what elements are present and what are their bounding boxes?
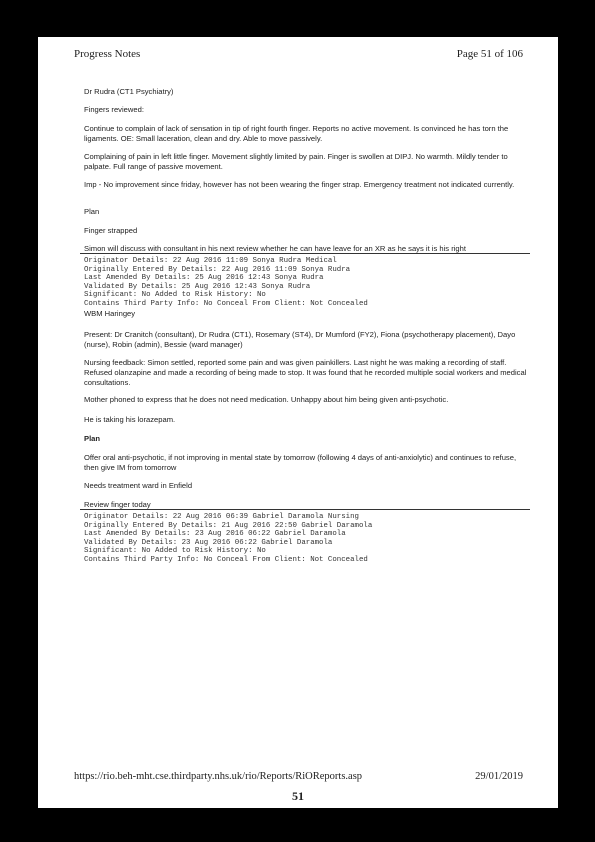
- header-page: Page 51 of 106: [456, 48, 523, 60]
- note2-mother: Mother phoned to express that he does not need medication. Unhappy about him being given anti-psychotic.: [84, 395, 449, 404]
- meta-line: Originator Details: 22 Aug 2016 11:09 Sonya Rudra Medical: [84, 257, 337, 265]
- note1-left-finger: Complaining of pain in left little finger. Movement slightly limited by pain. Finger is swollen at DIPJ. No warmth. Mildly tender to palpate. Full range of passive movement.: [84, 152, 508, 171]
- meta-line: Validated By Details: 23 Aug 2016 06:22 Gabriel Daramola: [84, 538, 333, 547]
- note2-divider: [80, 509, 530, 510]
- footer-url: https://rio.beh-mht.cse.thirdparty.nhs.uk/rio/Reports/RiOReports.asp: [74, 771, 363, 782]
- note2-nursing-feedback: Nursing feedback: Simon settled, reported some pain and was given painkillers. Last night he was making a recording of staff. Refused olanzapine and made a recording of being made to stop. It was found that he recorded multiple social workers and medical consultations.: [84, 358, 527, 387]
- note2-present: Present: Dr Cranitch (consultant), Dr Rudra (CT1), Rosemary (ST4), Dr Mumford (FY2), Fiona (psychotherapy placement), Dayo (nurse), Robin (admin), Bessie (ward manager): [84, 330, 516, 349]
- note1-right-finger: Continue to complain of lack of sensation in tip of right fourth finger. Reports no active movement. Is convinced he has torn the ligaments. OE: Small laceration, clean and dry. Able to move passively.: [84, 124, 509, 143]
- meta-line: Contains Third Party Info: No Conceal From Client: Not Concealed: [84, 556, 368, 564]
- header-title: Progress Notes: [74, 48, 141, 60]
- note2-needs: Needs treatment ward in Enfield: [84, 481, 193, 490]
- page-number: 51: [292, 789, 304, 803]
- note2-plan-heading: Plan: [84, 434, 101, 443]
- meta-line: Last Amended By Details: 25 Aug 2016 12:43 Sonya Rudra: [84, 274, 324, 283]
- meta-line: Significant: No Added to Risk History: No: [84, 547, 266, 556]
- meta-line: Contains Third Party Info: No Conceal From Client: Not Concealed: [84, 300, 368, 308]
- meta-line: Significant: No Added to Risk History: No: [84, 291, 266, 300]
- note1-impression: Imp - No improvement since friday, however has not been wearing the finger strap. Emergency treatment not indicated currently.: [84, 180, 515, 189]
- note1-author: Dr Rudra (CT1 Psychiatry): [84, 87, 174, 96]
- footer-date: 29/01/2019: [475, 771, 523, 782]
- meta-line: Originally Entered By Details: 21 Aug 2016 22:50 Gabriel Daramola: [84, 521, 373, 530]
- meta-line: Originally Entered By Details: 22 Aug 2016 11:09 Sonya Rudra: [84, 265, 351, 274]
- note2-offer: Offer oral anti-psychotic, if not improving in mental state by tomorrow (following 4 days of anti-anxiolytic) and continues to refuse, then give IM from tomorrow: [84, 453, 517, 472]
- note1-plan-heading: Plan: [84, 207, 100, 216]
- note1-divider: [80, 253, 530, 254]
- note2-lorazepam: He is taking his lorazepam.: [84, 415, 176, 424]
- note1-finger-strapped: Finger strapped: [84, 226, 138, 235]
- document-page: [38, 37, 558, 808]
- meta-line: Last Amended By Details: 23 Aug 2016 06:22 Gabriel Daramola: [84, 530, 346, 539]
- note1-xr-discussion: Simon will discuss with consultant in his next review whether he can have leave for an XR as he says it is his right: [84, 244, 466, 253]
- meta-line: Originator Details: 22 Aug 2016 06:39 Gabriel Daramola Nursing: [84, 513, 359, 521]
- note1-fingers-reviewed: Fingers reviewed:: [84, 105, 144, 114]
- note2-review: Review finger today: [84, 500, 151, 509]
- note2-ward: WBM Haringey: [84, 309, 136, 318]
- meta-line: Validated By Details: 25 Aug 2016 12:43 Sonya Rudra: [84, 282, 311, 291]
